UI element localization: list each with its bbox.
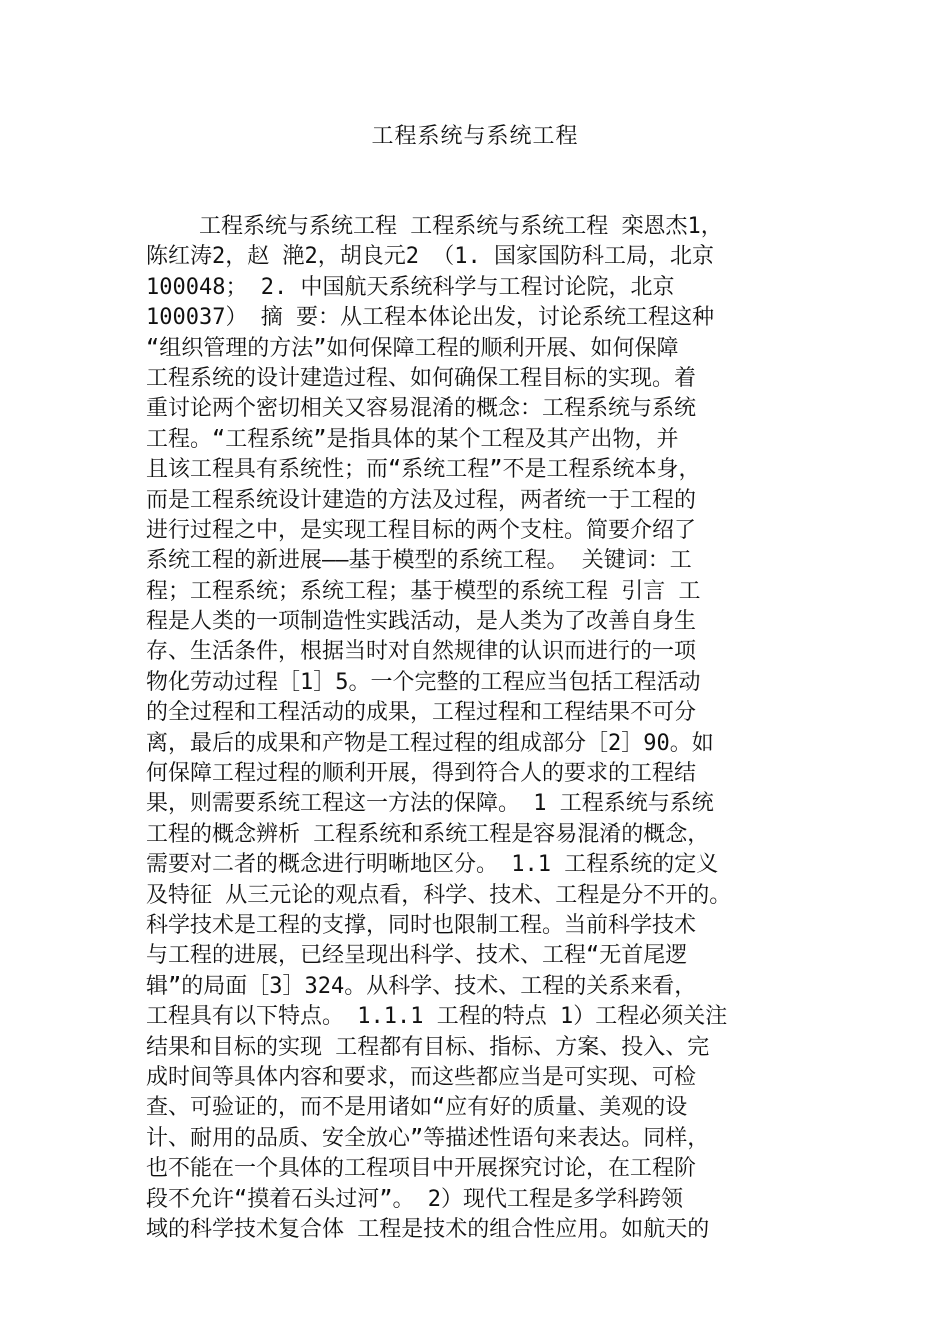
body-line: 结果和目标的实现 工程都有目标、指标、方案、投入、完 (146, 1034, 710, 1060)
body-line: 段不允许“摸着石头过河”。 2）现代工程是多学科跨领 (146, 1186, 683, 1212)
body-line: 进行过程之中，是实现工程目标的两个支柱。简要介绍了 (146, 517, 697, 543)
document-title: 工程系统与系统工程 (371, 124, 579, 149)
body-line: 科学技术是工程的支撑，同时也限制工程。当前科学技术 (146, 912, 697, 938)
body-line: 100037） 摘 要：从工程本体论出发，讨论系统工程这种 (146, 305, 714, 331)
body-line: 而是工程系统设计建造的方法及过程，两者统一于工程的 (146, 487, 697, 513)
body-line: “组织管理的方法”如何保障工程的顺利开展、如何保障 (146, 335, 679, 361)
body-line: 陈红涛2，赵 滟2，胡良元2 （1. 国家国防科工局，北京 (146, 244, 714, 270)
body-line: 工程系统与系统工程 工程系统与系统工程 栾恩杰1， (146, 214, 723, 239)
body-line: 且该工程具有系统性；而“系统工程”不是工程系统本身， (146, 457, 701, 483)
body-line: 系统工程的新进展——基于模型的系统工程。 关键词：工 (146, 548, 692, 574)
body-line: 计、耐用的品质、安全放心”等描述性语句来表达。同样， (146, 1125, 710, 1151)
body-line: 及特征 从三元论的观点看，科学、技术、工程是分不开的。 (146, 882, 732, 908)
body-line: 成时间等具体内容和要求，而这些都应当是可实现、可检 (146, 1064, 697, 1090)
body-line: 工程。“工程系统”是指具体的某个工程及其产出物，并 (146, 426, 679, 452)
body-line: 程是人类的一项制造性实践活动，是人类为了改善自身生 (146, 609, 697, 635)
body-line: 程；工程系统；系统工程；基于模型的系统工程 引言 工 (146, 578, 701, 604)
body-line: 100048； 2. 中国航天系统科学与工程讨论院，北京 (146, 274, 675, 300)
body-line: 工程的概念辨析 工程系统和系统工程是容易混淆的概念， (146, 821, 710, 847)
body-line: 果，则需要系统工程这一方法的保障。 1 工程系统与系统 (146, 791, 714, 817)
body-line: 何保障工程过程的顺利开展，得到符合人的要求的工程结 (146, 761, 697, 787)
document-body (146, 212, 818, 1245)
body-line: 工程系统的设计建造过程、如何确保工程目标的实现。着 (146, 365, 697, 391)
body-line: 物化劳动过程［1］5。一个完整的工程应当包括工程活动 (146, 669, 701, 695)
body-line: 存、生活条件，根据当时对自然规律的认识而进行的一项 (146, 639, 697, 665)
body-line: 域的科学技术复合体 工程是技术的组合性应用。如航天的 (146, 1216, 710, 1242)
body-line: 与工程的进展，已经呈现出科学、技术、工程“无首尾逻 (146, 943, 688, 969)
body-line: 离，最后的成果和产物是工程过程的组成部分［2］90。如 (146, 730, 714, 756)
body-line: 辑”的局面［3］324。从科学、技术、工程的关系来看， (146, 973, 697, 999)
body-line: 的全过程和工程活动的成果，工程过程和工程结果不可分 (146, 700, 697, 726)
body-line: 查、可验证的，而不是用诸如“应有好的质量、美观的设 (146, 1095, 688, 1121)
body-line: 重讨论两个密切相关又容易混淆的概念：工程系统与系统 (146, 396, 697, 422)
body-line: 需要对二者的概念进行明晰地区分。 1.1 工程系统的定义 (146, 852, 719, 878)
body-line: 也不能在一个具体的工程项目中开展探究讨论，在工程阶 (146, 1156, 697, 1182)
body-line: 工程具有以下特点。 1.1.1 工程的特点 1）工程必须关注 (146, 1004, 728, 1030)
